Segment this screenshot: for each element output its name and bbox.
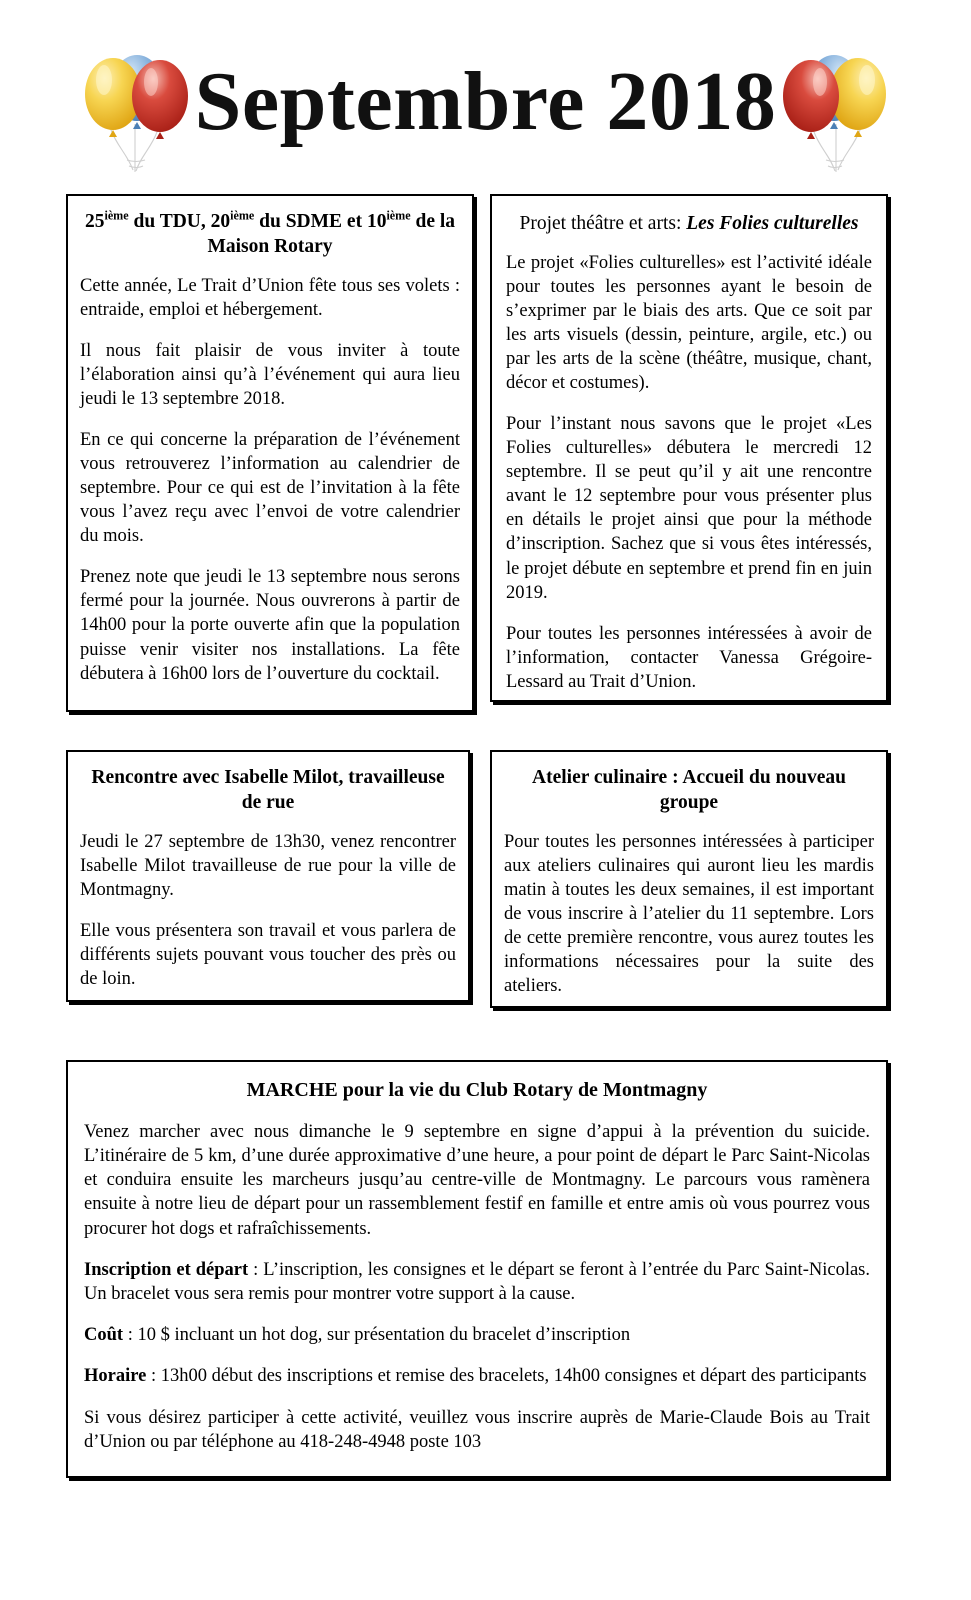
- article-box-anniversaire: [66, 194, 474, 712]
- article-paragraph: Il nous fait plaisir de vous inviter à toute l’élaboration ainsi qu’à l’événement qui aura lieu jeudi le 13 septembre 2018.: [80, 341, 460, 410]
- article-paragraph: Pour toutes les personnes intéressées à participer aux ateliers culinaires qui auront lieu les mardis matin à toutes les deux semaines, il est important de vous inscrire à l’atelier du 11 septembre. Lors de cette première rencontre, vous aurez toutes les informations nécessaires pour la suite des ateliers.: [504, 831, 874, 997]
- article-paragraph: Prenez note que jeudi le 13 septembre nous serons fermé pour la journée. Nous ouvrerons à partir de 14h00 pour la porte ouverte afin que la population puisse venir visiter nos installations. La fête débutera à 16h00 lors de l’ouverture du cocktail.: [80, 567, 460, 684]
- balloons-icon: [770, 38, 898, 178]
- article-box-rencontre: [66, 750, 470, 1002]
- article-box-theatre: [490, 194, 888, 702]
- article-title: [508, 212, 870, 237]
- balloons-icon: [73, 38, 201, 178]
- balloon-red: [783, 60, 839, 132]
- page-title: Septembre 2018: [194, 55, 777, 148]
- cout-label: Coût: [84, 1325, 124, 1346]
- article-title: 25ième du TDU, 20ième du SDME et 10ième de la Maison Rotary: [84, 208, 456, 257]
- page-header: [0, 0, 971, 190]
- article-paragraph-intro: Venez marcher avec nous dimanche le 9 septembre en signe d’appui à la prévention du suicide. L’itinéraire de 5 km, d’une durée approximative d’une heure, a pour point de départ le Parc Saint-Nicolas et conduira ensuite les marcheurs jusqu’au centre-ville de Montmagny. Le parcours vous ramènera ensuite à notre lieu de départ pour un rassemblement festif en famille et entre amis où vous pourrez vous procurer hot dogs et rafraîchissements.: [84, 1121, 870, 1239]
- horaire-label: Horaire: [84, 1366, 147, 1387]
- article-paragraph: Jeudi le 27 septembre de 13h30, venez rencontrer Isabelle Milot travailleuse de rue pour la ville de Montmagny.: [80, 831, 456, 900]
- cout-text: : 10 $ incluant un hot dog, sur présentation du bracelet d’inscription: [123, 1325, 631, 1346]
- article-paragraph: En ce qui concerne la préparation de l’événement vous retrouverez l’information au calendrier de septembre. Pour ce qui est de l’invitation à la fête vous l’avez reçu avec l’envoi de votre calendrier du mois.: [80, 430, 460, 547]
- balloon-red: [132, 60, 188, 132]
- article-title-prefix: Projet théâtre et arts:: [519, 213, 687, 234]
- inscription-label: Inscription et départ: [84, 1259, 249, 1280]
- article-box-atelier: [490, 750, 888, 1008]
- article-paragraph: Pour l’instant nous savons que le projet «Les Folies culturelles» débutera le mercredi 12 septembre. Il se peut qu’il y ait une rencontre avant le 12 septembre pour vous présenter plus en détails le projet ainsi que pour la méthode d’inscription. Sachez que si vous êtes intéressés, le projet débute en septembre et prend fin en juin 2019.: [506, 414, 872, 603]
- article-box-marche: [66, 1060, 888, 1478]
- balloon-string: [111, 124, 157, 172]
- article-paragraph: Pour toutes les personnes intéressées à avoir de l’information, contacter Vanessa Grégoire-Lessard au Trait d’Union.: [506, 623, 872, 692]
- article-paragraph-inscription: [84, 1258, 870, 1306]
- article-title-emphasis: Les Folies culturelles: [686, 213, 859, 234]
- horaire-text: : 13h00 début des inscriptions et remise des bracelets, 14h00 consignes et départ des participants: [146, 1366, 867, 1387]
- article-paragraph-horaire: [84, 1364, 870, 1388]
- article-paragraph-contact: Si vous désirez participer à cette activité, veuillez vous inscrire auprès de Marie-Claude Bois au Trait d’Union ou par téléphone au 418-248-4948 poste 103: [84, 1407, 870, 1452]
- inscription-text: : L’inscription, les consignes et le départ se feront à l’entrée du Parc Saint-Nicolas. Un bracelet vous sera remis pour montrer votre support à la cause.: [84, 1259, 870, 1304]
- article-paragraph: Le projet «Folies culturelles» est l’activité idéale pour toutes les personnes ayant le besoin de s’exprimer par le biais des arts. Que ce soit par les arts visuels (dessin, peinture, argile, etc.) ou par les arts de la scène (théâtre, musique, chant, décor et costumes).: [506, 252, 872, 394]
- article-paragraph: Elle vous présentera son travail et vous parlera de différents sujets pouvant vous toucher des près ou de loin.: [80, 921, 456, 990]
- article-paragraph-cout: [84, 1323, 870, 1347]
- article-title: MARCHE pour la vie du Club Rotary de Montmagny: [246, 1079, 708, 1101]
- article-title: Rencontre avec Isabelle Milot, travailleuse de rue: [91, 767, 445, 813]
- article-title: Atelier culinaire : Accueil du nouveau groupe: [532, 767, 846, 813]
- balloon-string: [814, 124, 860, 172]
- article-paragraph: Cette année, Le Trait d’Union fête tous ses volets : entraide, emploi et hébergement.: [80, 275, 460, 320]
